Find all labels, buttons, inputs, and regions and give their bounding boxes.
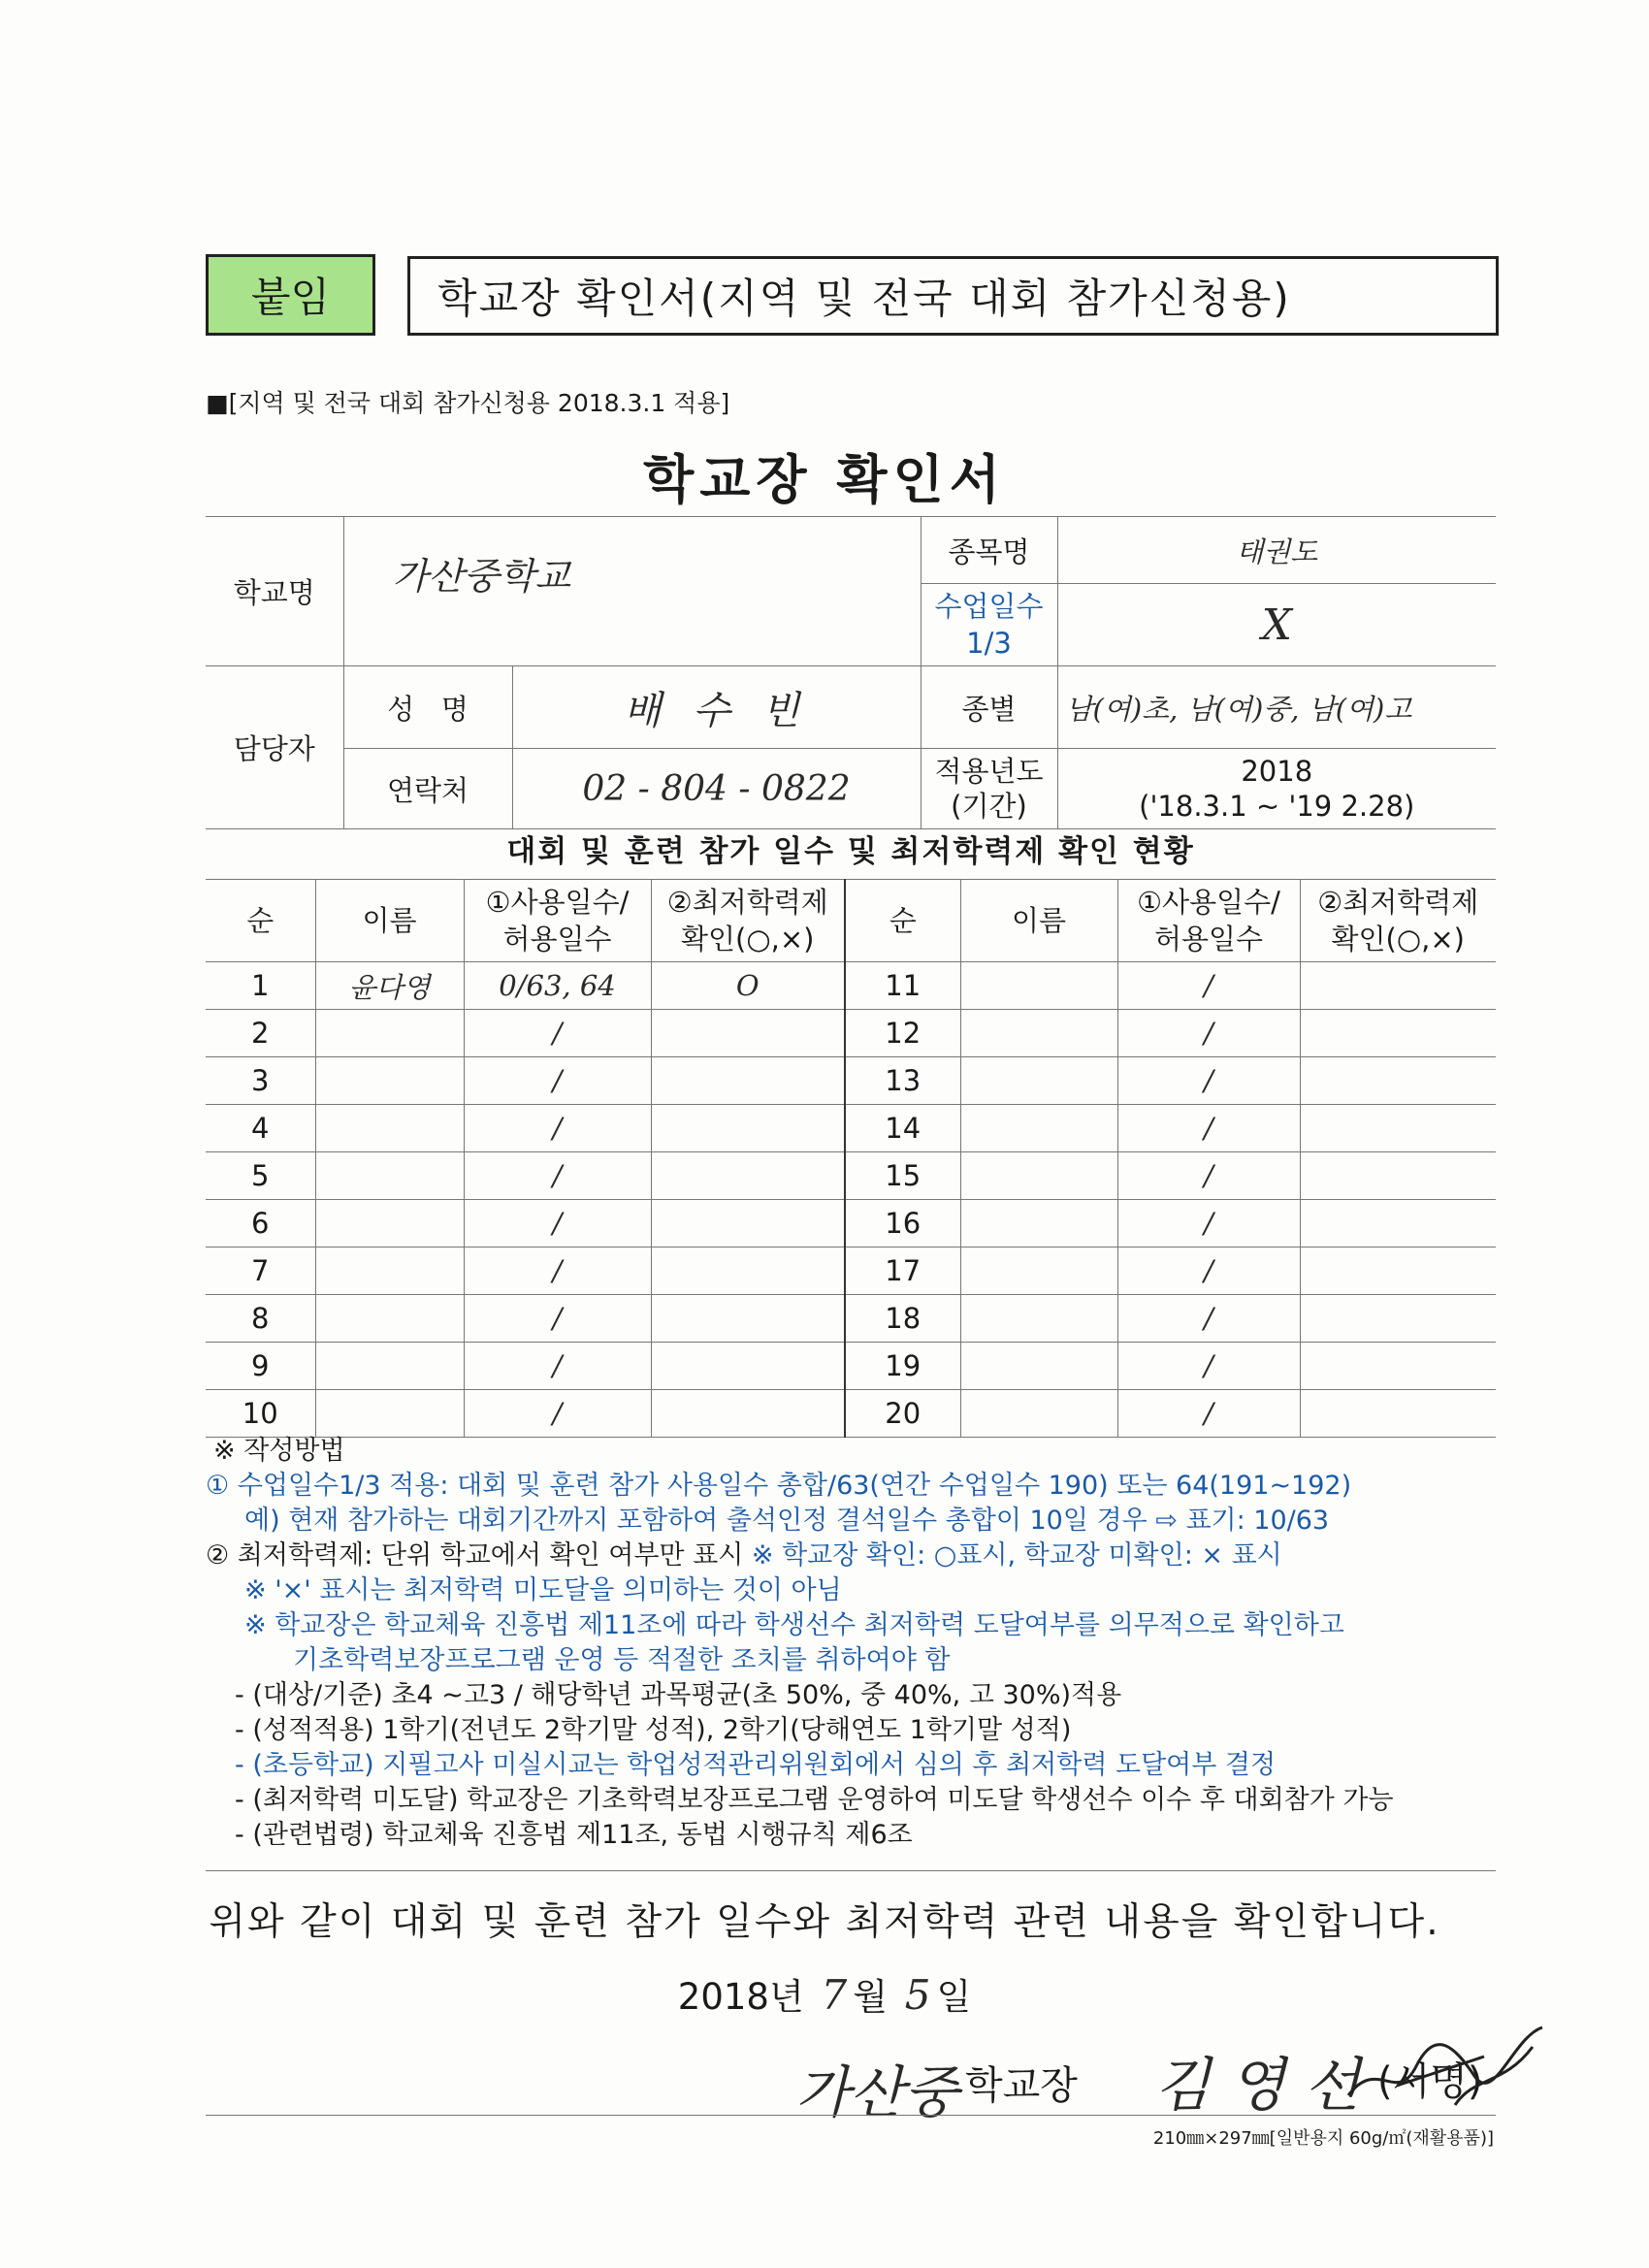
cell-days: [464, 1200, 651, 1247]
cell-days-value: /: [552, 1254, 563, 1287]
col-check: [651, 880, 845, 962]
cell-no: [206, 1295, 315, 1343]
cell-days-value: /: [1204, 1112, 1213, 1145]
cell-name: [315, 1390, 464, 1438]
date-day: 5: [904, 1971, 931, 2019]
cell-no-value: 11: [885, 969, 922, 1002]
status-heading: 대회 및 훈련 참가 일수 및 최저학력제 확인 현황: [506, 834, 1195, 869]
cell-days: [464, 1247, 651, 1295]
cell-no: [845, 1200, 960, 1247]
cell-no: [206, 1105, 315, 1152]
cell-days: [1117, 1010, 1300, 1057]
page-title: 학교장 확인서: [643, 449, 1006, 510]
category-label: 종별: [921, 666, 1057, 749]
cell-no-value: 1: [251, 969, 270, 1002]
col-check-line2: 확인(○,×): [681, 923, 815, 956]
table-row: [206, 1343, 1496, 1390]
cell-check: [1300, 1010, 1496, 1057]
cell-name: [960, 1200, 1117, 1247]
paper-spec: 210㎜×297㎜[일반용지 60g/㎡(재활용품)]: [1152, 2128, 1494, 2149]
cell-name: [960, 1343, 1117, 1390]
cell-check: [1300, 1390, 1496, 1438]
cell-no: [845, 1390, 960, 1438]
cell-days: [464, 1343, 651, 1390]
date-line: [0, 1967, 1649, 2020]
cell-name: [315, 962, 464, 1010]
cell-check: [651, 1295, 845, 1343]
cell-no: [206, 1247, 315, 1295]
cell-no-value: 17: [885, 1254, 922, 1287]
date-month: 7: [821, 1971, 848, 2019]
cell-days-value: /: [552, 1302, 563, 1335]
cell-no: [845, 1295, 960, 1343]
cell-days-value: /: [552, 1112, 563, 1145]
participants-table: [206, 879, 1496, 1438]
info-table: [206, 516, 1496, 829]
cell-no-value: 8: [251, 1302, 270, 1335]
cell-check: [651, 1200, 845, 1247]
col-days-2: [1117, 880, 1300, 962]
cell-days: [1117, 1200, 1300, 1247]
cell-no: [845, 1152, 960, 1200]
table-row: [206, 1152, 1496, 1200]
cell-days-value: /: [1204, 1349, 1213, 1382]
contact-label: 연락처: [343, 749, 512, 829]
cell-check: [651, 1247, 845, 1295]
note-8: - (최저학력 미도달) 학교장은 기초학력보장프로그램 운영하여 미도달 학생선수 이수 후 대회참가 가능: [235, 1785, 1394, 1815]
cell-check: [1300, 1343, 1496, 1390]
notes-heading: ※ 작성방법: [213, 1436, 345, 1466]
note-2: [206, 1539, 1505, 1573]
note-1a: ① 수업일수1/3 적용: 대회 및 훈련 참가 사용일수 총합/63(연간 수업일수 190) 또는 64(191~192): [206, 1471, 1352, 1501]
cell-days-value: /: [1204, 1207, 1213, 1240]
cell-check: [1300, 1152, 1496, 1200]
note-2-blue: ※ 학교장 확인: ○표시, 학교장 미확인: × 표시: [751, 1540, 1282, 1571]
cell-no-value: 16: [885, 1207, 922, 1240]
table-row: [206, 1390, 1496, 1438]
cell-no-value: 20: [885, 1397, 922, 1430]
cell-check: [651, 962, 845, 1010]
cell-days-value: /: [552, 1017, 563, 1050]
year-value: 2018: [1241, 755, 1313, 788]
cell-no-value: 13: [885, 1064, 922, 1097]
cell-name: [960, 1390, 1117, 1438]
cell-no: [845, 962, 960, 1010]
cell-name: [315, 1057, 464, 1105]
cell-no: [206, 1057, 315, 1105]
cell-name: [960, 1105, 1117, 1152]
cell-name: [315, 1200, 464, 1247]
cell-no-value: 15: [885, 1159, 922, 1192]
col-check-line1: ②최저학력제: [666, 886, 828, 919]
cell-name: [315, 1105, 464, 1152]
cell-name: [960, 1152, 1117, 1200]
school-handwritten: 가산중: [795, 2059, 959, 2125]
cell-check: [1300, 962, 1496, 1010]
cell-name: [315, 1343, 464, 1390]
note-4b: 기초학력보장프로그램 운영 등 적절한 조치를 취하여야 함: [293, 1645, 951, 1675]
cell-days: [464, 1390, 651, 1438]
col-name: 이름: [315, 880, 464, 962]
cell-name: [315, 1295, 464, 1343]
cell-days-value: /: [1204, 1159, 1213, 1192]
cell-name: [315, 1247, 464, 1295]
cell-days: [1117, 1152, 1300, 1200]
cell-days-value: /: [552, 1064, 563, 1097]
divider: [206, 1870, 1496, 1871]
col-check-2: [1300, 880, 1496, 962]
table-row: [206, 962, 1496, 1010]
table-row: [206, 1105, 1496, 1152]
cell-days-value: /: [1204, 1397, 1213, 1430]
table-row: [206, 1295, 1496, 1343]
cell-name: [960, 962, 1117, 1010]
subheader: ■[지역 및 전국 대회 참가신청용 2018.3.1 적용]: [206, 389, 730, 417]
cell-no: [206, 1200, 315, 1247]
note-2-plain: ② 최저학력제: 단위 학교에서 확인 여부만 표시: [206, 1540, 744, 1571]
note-4a: ※ 학교장은 학교체육 진흥법 제11조에 따라 학생선수 최저학력 도달여부를 의무적으로 확인하고: [244, 1610, 1344, 1640]
note-9: - (관련법령) 학교체육 진흥법 제11조, 동법 시행규칙 제6조: [235, 1820, 913, 1850]
cell-days-value: /: [1204, 969, 1213, 1002]
cell-days-value: /: [1204, 1017, 1213, 1050]
cell-no: [845, 1343, 960, 1390]
year-label: 적용년도: [934, 755, 1044, 788]
cell-no: [845, 1010, 960, 1057]
cell-no: [206, 962, 315, 1010]
principal-label: 학교장: [965, 2063, 1078, 2108]
cell-check: [651, 1057, 845, 1105]
date-year: 2018년: [677, 1976, 804, 2018]
cell-no-value: 7: [251, 1254, 270, 1287]
note-7: - (초등학교) 지필고사 미실시교는 학업성적관리위원회에서 심의 후 최저학력 도달여부 결정: [235, 1750, 1277, 1780]
cell-days: [1117, 1295, 1300, 1343]
cell-no: [845, 1247, 960, 1295]
cell-no: [206, 1152, 315, 1200]
cell-name: [960, 1010, 1117, 1057]
cell-no: [845, 1105, 960, 1152]
instructions: [206, 1434, 1505, 1853]
name-label: 성 명: [343, 666, 512, 749]
manager-label: 담당자: [206, 666, 343, 829]
cell-days-value: /: [1204, 1064, 1213, 1097]
cell-days: [464, 1057, 651, 1105]
cell-no-value: 10: [242, 1397, 278, 1430]
cell-no-value: 19: [885, 1349, 922, 1382]
col-name-2: 이름: [960, 880, 1117, 962]
bottom-divider: [206, 2115, 1496, 2116]
cell-no: [206, 1010, 315, 1057]
cell-days: [464, 1152, 651, 1200]
cell-no: [206, 1390, 315, 1438]
cell-check: [651, 1390, 845, 1438]
table-row: [206, 1247, 1496, 1295]
cell-check: [651, 1105, 845, 1152]
note-5: - (대상/기준) 초4 ~고3 / 해당학년 과목평균(초 50%, 중 40%, 고 30%)적용: [235, 1680, 1122, 1710]
cell-no: [845, 1057, 960, 1105]
cell-no-value: 9: [251, 1349, 270, 1382]
cell-no-value: 18: [885, 1302, 922, 1335]
date-day-unit: 일: [936, 1976, 972, 2018]
cell-days-value: /: [552, 1349, 563, 1382]
cell-name: [960, 1295, 1117, 1343]
table-row: [206, 1057, 1496, 1105]
cell-no-value: 14: [885, 1112, 922, 1145]
event-label: 종목명: [921, 517, 1057, 584]
document-title: 학교장 확인서(지역 및 전국 대회 참가신청용): [407, 256, 1499, 336]
cell-no-value: 6: [251, 1207, 270, 1240]
cell-days-value: /: [552, 1397, 563, 1430]
school-value: 가산중학교: [392, 555, 571, 598]
cell-days: [464, 962, 651, 1010]
class-days-value: X: [1261, 599, 1292, 650]
cell-no-value: 3: [251, 1064, 270, 1097]
cell-no-value: 2: [251, 1017, 270, 1050]
cell-days-value: 0/63, 64: [499, 969, 616, 1002]
col-days-2-line1: ①사용일수/: [1137, 886, 1280, 919]
cell-days: [1117, 1247, 1300, 1295]
confirmation-text: 위와 같이 대회 및 훈련 참가 일수와 최저학력 관련 내용을 확인합니다.: [209, 1900, 1440, 1944]
col-days-2-line2: 허용일수: [1153, 923, 1264, 956]
col-check-2-line2: 확인(○,×): [1331, 923, 1465, 956]
cell-days: [464, 1295, 651, 1343]
cell-no-value: 12: [885, 1017, 922, 1050]
cell-days: [1117, 1105, 1300, 1152]
sign-suffix: (서명): [1377, 2059, 1483, 2104]
attachment-label: 붙임: [206, 254, 375, 336]
category-value: 남(여)초, 남(여)중, 남(여)고: [1065, 692, 1412, 726]
cell-name: [960, 1057, 1117, 1105]
cell-check: [1300, 1200, 1496, 1247]
cell-days-value: /: [1204, 1302, 1213, 1335]
table-row: [206, 1200, 1496, 1247]
cell-days: [464, 1010, 651, 1057]
col-days-line2: 허용일수: [502, 923, 612, 956]
event-value: 태권도: [1236, 535, 1318, 568]
col-no: 순: [206, 880, 315, 962]
note-1b: 예) 현재 참가하는 대회기간까지 포함하여 출석인정 결석일수 총합이 10일 경우 ⇨ 표기: 10/63: [244, 1506, 1330, 1536]
cell-check-value: O: [735, 969, 760, 1002]
cell-name: [960, 1247, 1117, 1295]
year-period: ('18.3.1 ~ '19 2.28): [1139, 790, 1415, 823]
cell-name-value: 윤다영: [348, 970, 431, 1004]
col-no-2: 순: [845, 880, 960, 962]
cell-days-value: /: [552, 1207, 563, 1240]
principal-name: 김 영 선: [1154, 2052, 1361, 2120]
contact-value: 02 - 804 - 0822: [582, 768, 851, 809]
cell-check: [1300, 1247, 1496, 1295]
col-check-2-line1: ②최저학력제: [1317, 886, 1479, 919]
signature-area: [795, 2018, 1552, 2134]
cell-no-value: 4: [251, 1112, 270, 1145]
cell-check: [1300, 1105, 1496, 1152]
col-days-line1: ①사용일수/: [485, 886, 630, 919]
col-days: [464, 880, 651, 962]
school-label: 학교명: [206, 517, 343, 666]
note-3: ※ '×' 표시는 최저학력 미도달을 의미하는 것이 아님: [244, 1575, 842, 1605]
cell-no: [206, 1343, 315, 1390]
cell-days-value: /: [552, 1159, 563, 1192]
cell-check: [1300, 1295, 1496, 1343]
cell-check: [651, 1010, 845, 1057]
class-days-label: 수업일수: [934, 590, 1044, 623]
year-label-period: (기간): [951, 790, 1027, 823]
name-value: 배 수 빈: [623, 688, 810, 733]
cell-no-value: 5: [251, 1159, 270, 1192]
cell-days: [1117, 962, 1300, 1010]
cell-check: [1300, 1057, 1496, 1105]
cell-days: [464, 1105, 651, 1152]
class-days-fraction: 1/3: [966, 627, 1012, 660]
cell-name: [315, 1152, 464, 1200]
note-6: - (성적적용) 1학기(전년도 2학기말 성적), 2학기(당해연도 1학기말 성적): [235, 1715, 1072, 1745]
cell-days-value: /: [1204, 1254, 1213, 1287]
cell-days: [1117, 1057, 1300, 1105]
cell-days: [1117, 1343, 1300, 1390]
cell-check: [651, 1152, 845, 1200]
table-row: [206, 1010, 1496, 1057]
signature-mark: [1339, 2018, 1552, 2124]
cell-days: [1117, 1390, 1300, 1438]
cell-check: [651, 1343, 845, 1390]
cell-name: [315, 1010, 464, 1057]
date-month-unit: 월: [853, 1976, 888, 2018]
